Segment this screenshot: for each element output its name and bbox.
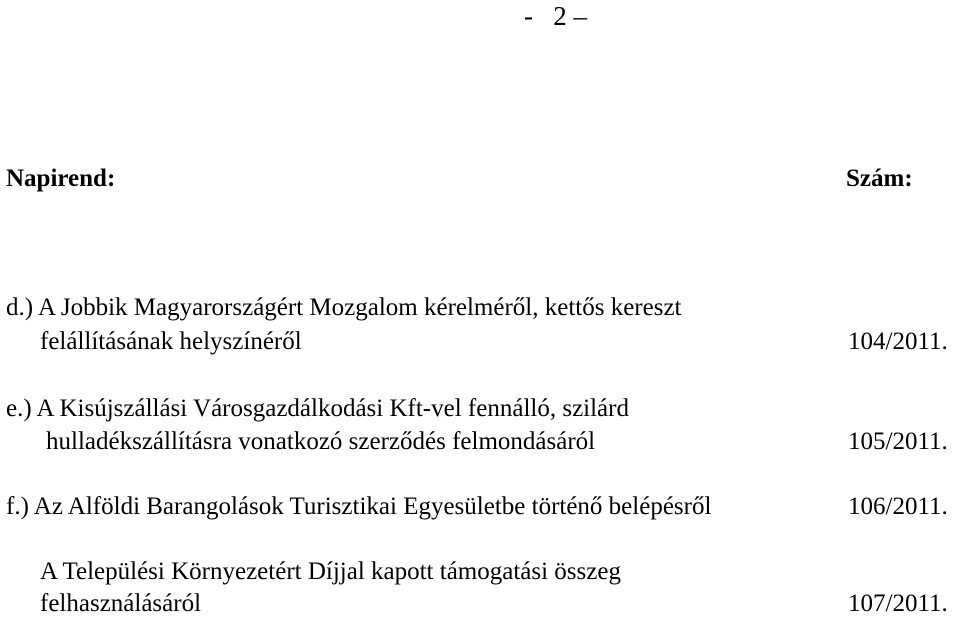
agenda-item-f-number: 106/2011. (848, 493, 948, 520)
agenda-item-g-line-1: A Települési Környezetért Díjjal kapott támogatási összeg (40, 558, 621, 585)
agenda-item-g-line-2: felhasználásáról (40, 590, 202, 617)
agenda-item-f-line-1: f.) Az Alföldi Barangolások Turisztikai Egyesületbe történő belépésről (6, 493, 712, 520)
agenda-item-e-number: 105/2011. (848, 428, 948, 455)
page-number: - 2 – (524, 1, 587, 31)
agenda-item-d-number: 104/2011. (848, 328, 948, 355)
agenda-item-g-number: 107/2011. (848, 590, 948, 617)
agenda-item-e-line-1: e.) A Kisújszállási Városgazdálkodási Kft-vel fennálló, szilárd (6, 395, 629, 422)
number-heading: Szám: (846, 165, 913, 192)
agenda-item-e-line-2: hulladékszállításra vonatkozó szerződés felmondásáról (46, 428, 596, 455)
agenda-heading: Napirend: (6, 165, 116, 192)
agenda-item-d-line-2: felállításának helyszínéről (40, 328, 302, 355)
agenda-item-d-line-1: d.) A Jobbik Magyarországért Mozgalom kérelméről, kettős kereszt (6, 294, 682, 321)
